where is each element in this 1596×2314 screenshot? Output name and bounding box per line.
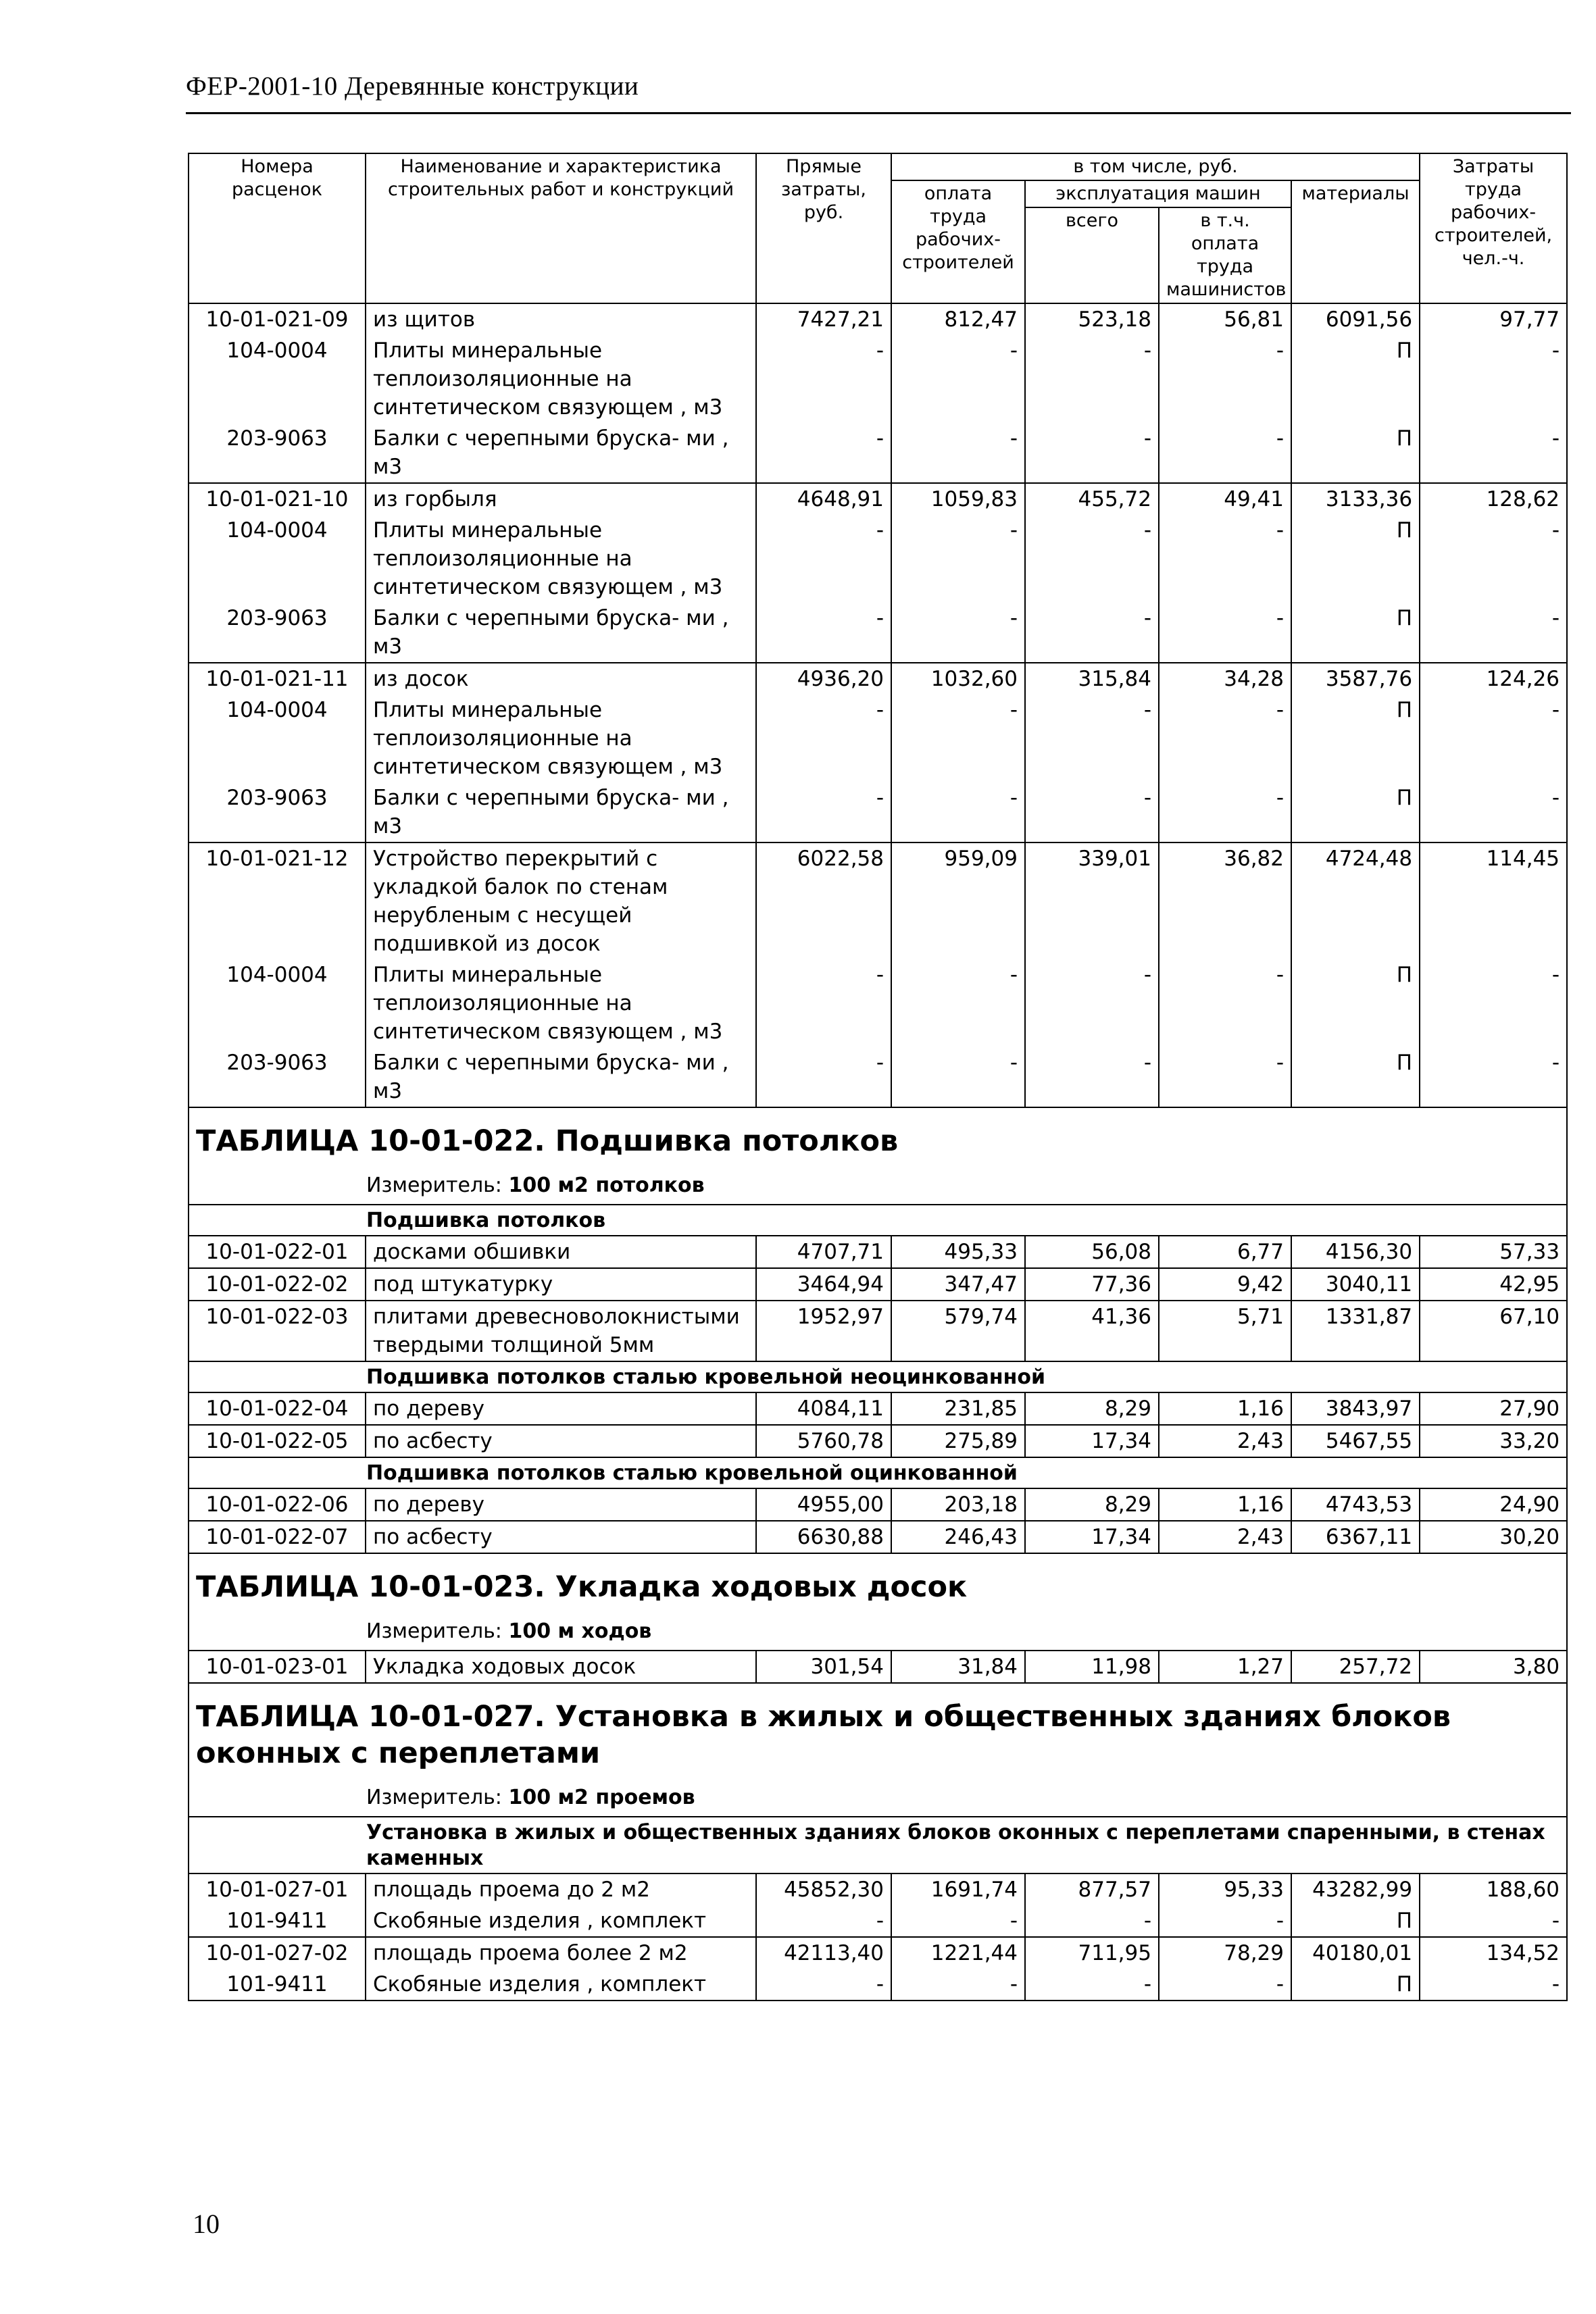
table-row [189, 515, 1567, 603]
rate-code: 203-9063 [189, 782, 366, 842]
table-row [189, 1236, 1567, 1268]
col-labor: Затраты труда рабочих-строителей, чел.-ч. [1420, 153, 1567, 303]
direct-cost: - [756, 603, 891, 663]
materials-cost: П [1291, 603, 1420, 663]
rate-code: 10-01-021-12 [189, 842, 366, 959]
labor-hours: 188,60 [1420, 1873, 1567, 1905]
labor-hours: - [1420, 695, 1567, 782]
materials-cost: 3133,36 [1291, 483, 1420, 515]
labor-hours: 134,52 [1420, 1937, 1567, 1969]
wage-cost: - [891, 515, 1025, 603]
table-title-text: ТАБЛИЦА 10-01-022. Подшивка потолков [196, 1124, 899, 1158]
section-heading-text: Подшивка потолков сталью кровельной оцинкованной [366, 1461, 1018, 1485]
materials-cost: 3843,97 [1291, 1392, 1420, 1425]
direct-cost: - [756, 1047, 891, 1107]
col-incl: в том числе, руб. [891, 153, 1420, 180]
labor-hours: - [1420, 1969, 1567, 2001]
table-row [189, 1521, 1567, 1553]
wage-cost: - [891, 335, 1025, 423]
machine-cost: - [1025, 515, 1159, 603]
work-name: Устройство перекрытий с укладкой балок по стенам нерубленым с несущей подшивкой из досок [366, 842, 756, 959]
direct-cost: 42113,40 [756, 1937, 891, 1969]
col-materials: материалы [1291, 180, 1420, 303]
table-body [189, 303, 1567, 2001]
direct-cost: 6630,88 [756, 1521, 891, 1553]
machine-cost: 315,84 [1025, 663, 1159, 695]
work-name: Балки с черепными бруска- ми , м3 [366, 423, 756, 483]
direct-cost: - [756, 1969, 891, 2001]
table-row [189, 1651, 1567, 1683]
rate-code: 104-0004 [189, 515, 366, 603]
work-name: из горбыля [366, 483, 756, 515]
section-heading-text: Установка в жилых и общественных зданиях блоков оконных с переплетами спаренными, в стенах каменных [366, 1821, 1545, 1870]
table-row [189, 842, 1567, 959]
labor-hours: 3,80 [1420, 1651, 1567, 1683]
direct-cost: 3464,94 [756, 1268, 891, 1301]
section-heading-text: Подшивка потолков [366, 1209, 606, 1232]
table-row [189, 1425, 1567, 1457]
meter-label: Измеритель: [366, 1619, 509, 1643]
wage-cost: - [891, 1047, 1025, 1107]
labor-hours: - [1420, 603, 1567, 663]
direct-cost: - [756, 782, 891, 842]
table-row [189, 1873, 1567, 1905]
table-title-text: ТАБЛИЦА 10-01-023. Укладка ходовых досок [196, 1570, 968, 1604]
wage-cost: 579,74 [891, 1301, 1025, 1361]
machine-cost: 17,34 [1025, 1425, 1159, 1457]
rate-code: 10-01-022-02 [189, 1268, 366, 1301]
machine-cost: 11,98 [1025, 1651, 1159, 1683]
rate-code: 10-01-021-11 [189, 663, 366, 695]
machinist-wage: - [1159, 1047, 1291, 1107]
meter-line [189, 1169, 1567, 1205]
direct-cost: 4955,00 [756, 1488, 891, 1521]
machinist-wage: 9,42 [1159, 1268, 1291, 1301]
work-name: Скобяные изделия , комплект [366, 1905, 756, 1937]
section-heading [189, 1457, 1567, 1488]
direct-cost: 45852,30 [756, 1873, 891, 1905]
table-title-row [189, 1107, 1567, 1169]
work-name: Балки с черепными бруска- ми , м3 [366, 782, 756, 842]
meter-value: 100 м2 проемов [508, 1786, 695, 1809]
rate-code: 10-01-022-07 [189, 1521, 366, 1553]
materials-cost: П [1291, 1905, 1420, 1937]
machine-cost: 77,36 [1025, 1268, 1159, 1301]
table-row [189, 1488, 1567, 1521]
wage-cost: 275,89 [891, 1425, 1025, 1457]
meter-line-row [189, 1169, 1567, 1205]
machinist-wage: 1,27 [1159, 1651, 1291, 1683]
machinist-wage: 5,71 [1159, 1301, 1291, 1361]
materials-cost: 4724,48 [1291, 842, 1420, 959]
labor-hours: 57,33 [1420, 1236, 1567, 1268]
work-name: Укладка ходовых досок [366, 1651, 756, 1683]
wage-cost: 1221,44 [891, 1937, 1025, 1969]
labor-hours: 128,62 [1420, 483, 1567, 515]
section-heading-row [189, 1361, 1567, 1392]
table-row [189, 483, 1567, 515]
wage-cost: 347,47 [891, 1268, 1025, 1301]
machine-cost: - [1025, 335, 1159, 423]
work-name: по асбесту [366, 1425, 756, 1457]
materials-cost: П [1291, 423, 1420, 483]
rate-code: 104-0004 [189, 695, 366, 782]
table-row [189, 335, 1567, 423]
work-name: Балки с черепными бруска- ми , м3 [366, 603, 756, 663]
rate-code: 203-9063 [189, 1047, 366, 1107]
col-code: Номера расценок [189, 153, 366, 303]
materials-cost: П [1291, 335, 1420, 423]
work-name: по асбесту [366, 1521, 756, 1553]
machine-cost: - [1025, 695, 1159, 782]
table-row [189, 1392, 1567, 1425]
work-name: Плиты минеральные теплоизоляционные на синтетическом связующем , м3 [366, 335, 756, 423]
labor-hours: 30,20 [1420, 1521, 1567, 1553]
labor-hours: - [1420, 335, 1567, 423]
col-mach-wage: в т.ч. оплата труда машинистов [1159, 207, 1291, 303]
materials-cost: 6367,11 [1291, 1521, 1420, 1553]
materials-cost: 4156,30 [1291, 1236, 1420, 1268]
labor-hours: - [1420, 423, 1567, 483]
rate-code: 10-01-022-06 [189, 1488, 366, 1521]
labor-hours: - [1420, 515, 1567, 603]
materials-cost: 257,72 [1291, 1651, 1420, 1683]
section-heading [189, 1205, 1567, 1236]
work-name: Плиты минеральные теплоизоляционные на синтетическом связующем , м3 [366, 695, 756, 782]
machinist-wage: - [1159, 515, 1291, 603]
machine-cost: 877,57 [1025, 1873, 1159, 1905]
work-name: Плиты минеральные теплоизоляционные на синтетическом связующем , м3 [366, 515, 756, 603]
rate-code: 10-01-022-05 [189, 1425, 366, 1457]
machinist-wage: 2,43 [1159, 1425, 1291, 1457]
section-heading-row [189, 1457, 1567, 1488]
labor-hours: 33,20 [1420, 1425, 1567, 1457]
machine-cost: 8,29 [1025, 1392, 1159, 1425]
wage-cost: 1691,74 [891, 1873, 1025, 1905]
work-name: по дереву [366, 1488, 756, 1521]
machinist-wage: 78,29 [1159, 1937, 1291, 1969]
materials-cost: 3040,11 [1291, 1268, 1420, 1301]
table-title [189, 1683, 1567, 1781]
table-row [189, 423, 1567, 483]
work-name: из досок [366, 663, 756, 695]
machinist-wage: - [1159, 1969, 1291, 2001]
machine-cost: - [1025, 423, 1159, 483]
work-name: Плиты минеральные теплоизоляционные на синтетическом связующем , м3 [366, 959, 756, 1047]
wage-cost: - [891, 959, 1025, 1047]
wage-cost: - [891, 782, 1025, 842]
meter-value: 100 м2 потолков [508, 1174, 705, 1197]
wage-cost: - [891, 1969, 1025, 2001]
labor-hours: - [1420, 782, 1567, 842]
col-direct: Прямые затраты, руб. [756, 153, 891, 303]
materials-cost: 3587,76 [1291, 663, 1420, 695]
labor-hours: 124,26 [1420, 663, 1567, 695]
labor-hours: - [1420, 1047, 1567, 1107]
table-title [189, 1553, 1567, 1615]
meter-line [189, 1781, 1567, 1817]
direct-cost: 4707,71 [756, 1236, 891, 1268]
materials-cost: 43282,99 [1291, 1873, 1420, 1905]
table-row [189, 663, 1567, 695]
rate-code: 10-01-022-01 [189, 1236, 366, 1268]
meter-label: Измеритель: [366, 1174, 509, 1197]
wage-cost: - [891, 1905, 1025, 1937]
work-name: площадь проема до 2 м2 [366, 1873, 756, 1905]
wage-cost: 812,47 [891, 303, 1025, 335]
table-title-row [189, 1683, 1567, 1781]
materials-cost: П [1291, 695, 1420, 782]
materials-cost: П [1291, 782, 1420, 842]
wage-cost: 495,33 [891, 1236, 1025, 1268]
table-row [189, 1937, 1567, 1969]
direct-cost: 7427,21 [756, 303, 891, 335]
work-name: досками обшивки [366, 1236, 756, 1268]
materials-cost: П [1291, 959, 1420, 1047]
page-number: 10 [193, 2209, 220, 2239]
materials-cost: П [1291, 1047, 1420, 1107]
table-row [189, 1969, 1567, 2001]
table-title-text: ТАБЛИЦА 10-01-027. Установка в жилых и общественных зданиях блоков оконных с переплетами [196, 1700, 1451, 1770]
machinist-wage: 1,16 [1159, 1392, 1291, 1425]
machine-cost: 455,72 [1025, 483, 1159, 515]
machine-cost: 56,08 [1025, 1236, 1159, 1268]
machine-cost: - [1025, 603, 1159, 663]
col-wage: оплата труда рабочих-строителей [891, 180, 1025, 303]
table-title-row [189, 1553, 1567, 1615]
materials-cost: 6091,56 [1291, 303, 1420, 335]
rate-code: 10-01-022-03 [189, 1301, 366, 1361]
work-name: Скобяные изделия , комплект [366, 1969, 756, 2001]
labor-hours: 24,90 [1420, 1488, 1567, 1521]
rate-code: 101-9411 [189, 1905, 366, 1937]
wage-cost: 203,18 [891, 1488, 1025, 1521]
rate-code: 10-01-021-09 [189, 303, 366, 335]
wage-cost: - [891, 423, 1025, 483]
machinist-wage: 49,41 [1159, 483, 1291, 515]
wage-cost: 959,09 [891, 842, 1025, 959]
direct-cost: - [756, 695, 891, 782]
machine-cost: 711,95 [1025, 1937, 1159, 1969]
rate-code: 10-01-023-01 [189, 1651, 366, 1683]
machine-cost: - [1025, 1969, 1159, 2001]
section-heading-text: Подшивка потолков сталью кровельной неоцинкованной [366, 1365, 1046, 1389]
machine-cost: - [1025, 1905, 1159, 1937]
section-heading-row [189, 1817, 1567, 1873]
meter-label: Измеритель: [366, 1786, 509, 1809]
meter-value: 100 м ходов [508, 1619, 652, 1643]
table-row [189, 1905, 1567, 1937]
rate-code: 104-0004 [189, 335, 366, 423]
machine-cost: 41,36 [1025, 1301, 1159, 1361]
materials-cost: 5467,55 [1291, 1425, 1420, 1457]
materials-cost: 4743,53 [1291, 1488, 1420, 1521]
machinist-wage: - [1159, 959, 1291, 1047]
meter-line-row [189, 1615, 1567, 1651]
wage-cost: - [891, 695, 1025, 782]
direct-cost: - [756, 959, 891, 1047]
meter-line [189, 1615, 1567, 1651]
wage-cost: 246,43 [891, 1521, 1025, 1553]
labor-hours: 42,95 [1420, 1268, 1567, 1301]
machine-cost: - [1025, 1047, 1159, 1107]
direct-cost: - [756, 423, 891, 483]
rate-code: 104-0004 [189, 959, 366, 1047]
wage-cost: 1032,60 [891, 663, 1025, 695]
rates-table [188, 153, 1568, 2001]
work-name: под штукатурку [366, 1268, 756, 1301]
machinist-wage: 36,82 [1159, 842, 1291, 959]
wage-cost: 231,85 [891, 1392, 1025, 1425]
direct-cost: 5760,78 [756, 1425, 891, 1457]
table-row [189, 1268, 1567, 1301]
rate-code: 203-9063 [189, 603, 366, 663]
machinist-wage: - [1159, 695, 1291, 782]
direct-cost: 6022,58 [756, 842, 891, 959]
labor-hours: 114,45 [1420, 842, 1567, 959]
table-row [189, 695, 1567, 782]
section-heading [189, 1361, 1567, 1392]
rate-code: 10-01-027-02 [189, 1937, 366, 1969]
work-name: по дереву [366, 1392, 756, 1425]
rate-code: 10-01-022-04 [189, 1392, 366, 1425]
machine-cost: 523,18 [1025, 303, 1159, 335]
rate-code: 203-9063 [189, 423, 366, 483]
direct-cost: 4936,20 [756, 663, 891, 695]
machine-cost: - [1025, 959, 1159, 1047]
machinist-wage: 6,77 [1159, 1236, 1291, 1268]
table-row [189, 959, 1567, 1047]
table-row [189, 603, 1567, 663]
machine-cost: 17,34 [1025, 1521, 1159, 1553]
direct-cost: 4648,91 [756, 483, 891, 515]
machinist-wage: - [1159, 423, 1291, 483]
materials-cost: 40180,01 [1291, 1937, 1420, 1969]
machine-cost: 339,01 [1025, 842, 1159, 959]
labor-hours: 27,90 [1420, 1392, 1567, 1425]
section-heading-row [189, 1205, 1567, 1236]
machinist-wage: 56,81 [1159, 303, 1291, 335]
machinist-wage: 2,43 [1159, 1521, 1291, 1553]
col-mach-total: всего [1025, 207, 1159, 303]
machine-cost: - [1025, 782, 1159, 842]
wage-cost: - [891, 603, 1025, 663]
table-row [189, 1047, 1567, 1107]
table-title [189, 1107, 1567, 1169]
labor-hours: - [1420, 1905, 1567, 1937]
machinist-wage: 34,28 [1159, 663, 1291, 695]
rate-code: 10-01-027-01 [189, 1873, 366, 1905]
machinist-wage: - [1159, 1905, 1291, 1937]
page-header: ФЕР-2001-10 Деревянные конструкции [186, 72, 639, 101]
wage-cost: 31,84 [891, 1651, 1025, 1683]
meter-line-row [189, 1781, 1567, 1817]
direct-cost: 4084,11 [756, 1392, 891, 1425]
rate-code: 10-01-021-10 [189, 483, 366, 515]
labor-hours: 67,10 [1420, 1301, 1567, 1361]
table-row [189, 782, 1567, 842]
header-rule [186, 112, 1571, 114]
direct-cost: - [756, 515, 891, 603]
table-row [189, 1301, 1567, 1361]
section-heading [189, 1817, 1567, 1873]
rate-code: 101-9411 [189, 1969, 366, 2001]
work-name: Балки с черепными бруска- ми , м3 [366, 1047, 756, 1107]
labor-hours: - [1420, 959, 1567, 1047]
machinist-wage: 95,33 [1159, 1873, 1291, 1905]
machinist-wage: - [1159, 782, 1291, 842]
materials-cost: 1331,87 [1291, 1301, 1420, 1361]
table-row [189, 303, 1567, 335]
labor-hours: 97,77 [1420, 303, 1567, 335]
col-name: Наименование и характеристика строительных работ и конструкций [366, 153, 756, 303]
machine-cost: 8,29 [1025, 1488, 1159, 1521]
materials-cost: П [1291, 1969, 1420, 2001]
materials-cost: П [1291, 515, 1420, 603]
direct-cost: - [756, 335, 891, 423]
table-head [189, 153, 1567, 303]
direct-cost: 1952,97 [756, 1301, 891, 1361]
wage-cost: 1059,83 [891, 483, 1025, 515]
direct-cost: 301,54 [756, 1651, 891, 1683]
machinist-wage: 1,16 [1159, 1488, 1291, 1521]
machinist-wage: - [1159, 603, 1291, 663]
work-name: площадь проема более 2 м2 [366, 1937, 756, 1969]
work-name: из щитов [366, 303, 756, 335]
work-name: плитами древесноволокнистыми твердыми толщиной 5мм [366, 1301, 756, 1361]
machinist-wage: - [1159, 335, 1291, 423]
direct-cost: - [756, 1905, 891, 1937]
col-machines: эксплуатация машин [1025, 180, 1291, 207]
